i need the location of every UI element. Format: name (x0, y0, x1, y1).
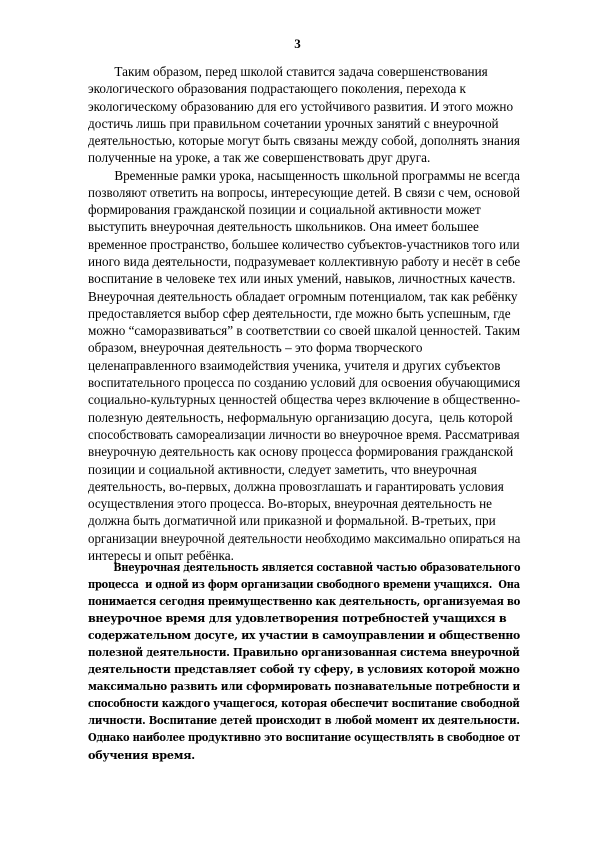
text-line: достичь лишь при правильном сочетании урочных занятий с внеурочной (88, 115, 499, 131)
text-line: деятельности представляет собой ту сферу, в условиях которой можно (88, 662, 520, 677)
text-line: образом, внеурочная деятельность – это форма творческого (88, 340, 423, 356)
text-line: Временные рамки урока, насыщенность школьной программы не всегда (88, 167, 520, 183)
text-line: экологического образования подрастающего поколения, перехода к (88, 81, 466, 97)
text-line: интересы и опыт ребёнка. (88, 548, 234, 564)
text-line: осуществления этого процесса. Во-вторых, внеурочная деятельность не (88, 496, 493, 512)
text-line: способности каждого учащегося, которая обеспечит воспитание свободной (88, 696, 520, 711)
paragraph-1 (88, 63, 520, 167)
text-line: позволяют ответить на вопросы, интересующие детей. В связи с чем, основой (88, 184, 520, 200)
text-line: можно “саморазвиваться” в соответствии со своей шкалой ценностей. Таким (88, 323, 521, 339)
text-line: полученные на уроке, а так же совершенствовать друг друга. (88, 150, 431, 166)
text-line: Однако наиболее продуктивно это воспитание осуществлять в свободное от (88, 730, 521, 745)
text-line: социально-культурных ценностей общества через включение в общественно- (88, 392, 521, 408)
text-line: полезной деятельности. Правильно организованная система внеурочной (88, 645, 520, 660)
text-line: деятельность, во-первых, должна провозглашать и гарантировать условия (88, 478, 504, 494)
text-line: организации внеурочной деятельности необходимо максимально опираться на (88, 530, 521, 546)
text-line: должна быть догматичной или приказной и формальной. В-третьих, при (88, 513, 496, 529)
text-line: внеурочное время для удовлетворения потребностей учащихся в (88, 611, 507, 626)
text-line: предоставляется выбор сфер деятельности, где можно быть успешным, где (88, 305, 511, 321)
text-line: Внеурочная деятельность является составной частью образовательного (88, 560, 521, 574)
text-line: способствовать самореализации личности во внеурочное время. Рассматривая (88, 426, 520, 442)
text-line: личности. Воспитание детей происходит в любой момент их деятельности. (88, 713, 520, 728)
paragraph-3 (88, 559, 520, 764)
text-line: позиции и социальной активности, следует заметить, что внеурочная (88, 461, 477, 477)
text-line: внеурочную деятельность как основу процесса формирования гражданской (88, 444, 514, 460)
text-line: Внеурочная деятельность обладает огромным потенциалом, так как ребёнку (88, 288, 518, 304)
text-line: деятельностью, которые могут быть связаны между собой, дополнять знания (88, 133, 520, 149)
text-line: понимается сегодня преимущественно как деятельность, организуемая во (88, 594, 521, 609)
text-line: целенаправленного взаимодействия ученика, учителя и других субъектов (88, 357, 501, 373)
text-line: формирования гражданской позиции и социальной активности может (88, 202, 481, 218)
text-line: содержательном досуге, их участии в самоуправлении и общественно (88, 628, 520, 643)
text-line: полезную деятельность, неформальную организацию досуга, цель которой (88, 409, 513, 425)
page-number: 3 (294, 36, 301, 51)
text-line: иного вида деятельности, подразумевает коллективную работу и несёт в себе (88, 253, 521, 269)
text-line: воспитательного процесса по созданию условий для освоения обучающимися (88, 375, 521, 391)
text-line: максимально развить или сформировать познавательные потребности и (88, 679, 520, 694)
paragraph-2 (88, 167, 520, 565)
text-line: выступить внеурочная деятельность школьников. Она имеет большее (88, 219, 479, 235)
text-line: процесса и одной из форм организации свободного времени учащихся. Она (88, 577, 520, 592)
text-line: экологическому образованию для его устойчивого развития. И этого можно (88, 98, 514, 114)
text-line: временное пространство, большее количество субъектов-участников того или (88, 236, 520, 252)
text-line: воспитание в человеке тех или иных умений, навыков, личностных качеств. (88, 271, 516, 287)
text-line: обучения время. (88, 747, 195, 762)
text-line: Таким образом, перед школой ставится задача совершенствования (88, 64, 488, 79)
